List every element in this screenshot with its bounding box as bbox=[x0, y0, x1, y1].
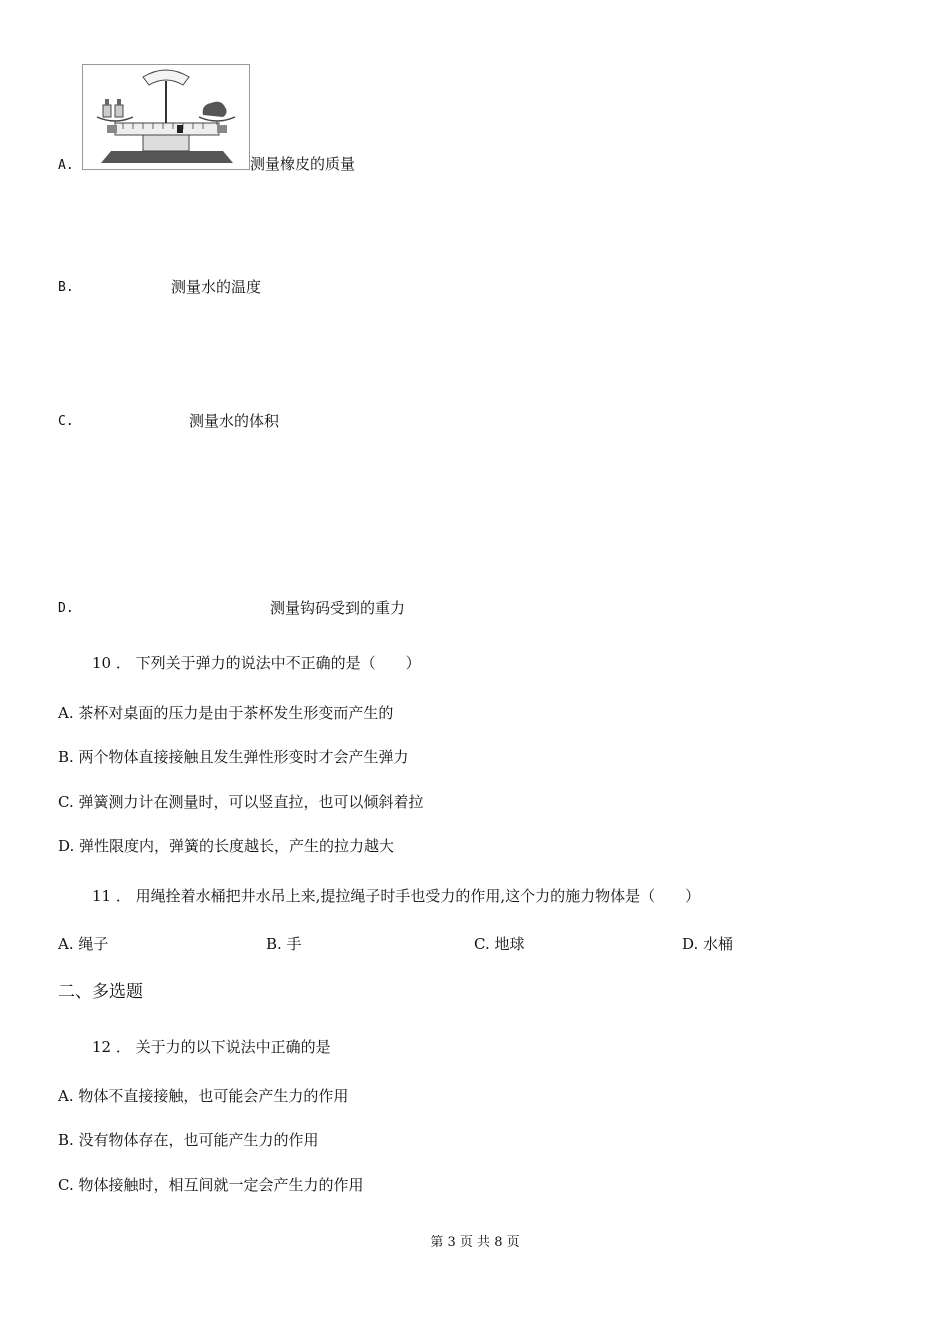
q9-option-a-letter: A. bbox=[58, 158, 74, 173]
q11-stem: 11 ． 用绳拴着水桶把井水吊上来,提拉绳子时手也受力的作用,这个力的施力物体是（ ） bbox=[92, 887, 701, 905]
q12-option-b: B. 没有物体存在，也可能产生力的作用 bbox=[58, 1131, 319, 1149]
q9-option-d-text: 测量钩码受到的重力 bbox=[270, 599, 406, 617]
q11-option-d: D. 水桶 bbox=[682, 935, 734, 953]
balance-scale-image bbox=[82, 64, 250, 170]
page-footer: 第 3 页 共 8 页 bbox=[430, 1235, 520, 1250]
q12-stem: 12 ． 关于力的以下说法中正确的是 bbox=[92, 1038, 331, 1056]
q9-option-d-letter: D. bbox=[58, 601, 74, 616]
q12-option-c: C. 物体接触时，相互间就一定会产生力的作用 bbox=[58, 1176, 364, 1194]
q9-option-b-letter: B. bbox=[58, 280, 74, 295]
balance-scale-icon bbox=[83, 65, 249, 169]
q11-option-a: A. 绳子 bbox=[58, 935, 109, 953]
section-title: 二、多选题 bbox=[58, 982, 143, 1002]
q10-option-a: A. 茶杯对桌面的压力是由于茶杯发生形变而产生的 bbox=[58, 704, 394, 722]
q12-option-a: A. 物体不直接接触，也可能会产生力的作用 bbox=[58, 1087, 349, 1105]
q11-option-b: B. 手 bbox=[266, 935, 302, 953]
q9-option-c-letter: C. bbox=[58, 414, 74, 429]
q9-option-a-text: 测量橡皮的质量 bbox=[250, 155, 356, 173]
q10-option-b: B. 两个物体直接接触且发生弹性形变时才会产生弹力 bbox=[58, 748, 409, 766]
q10-stem: 10 ． 下列关于弹力的说法中不正确的是（ ） bbox=[92, 654, 421, 672]
q9-option-b-text: 测量水的温度 bbox=[171, 278, 262, 296]
q11-option-c: C. 地球 bbox=[474, 935, 525, 953]
q10-option-c: C. 弹簧测力计在测量时，可以竖直拉，也可以倾斜着拉 bbox=[58, 793, 424, 811]
q10-option-d: D. 弹性限度内，弹簧的长度越长，产生的拉力越大 bbox=[58, 837, 395, 855]
q9-option-c-text: 测量水的体积 bbox=[189, 412, 280, 430]
